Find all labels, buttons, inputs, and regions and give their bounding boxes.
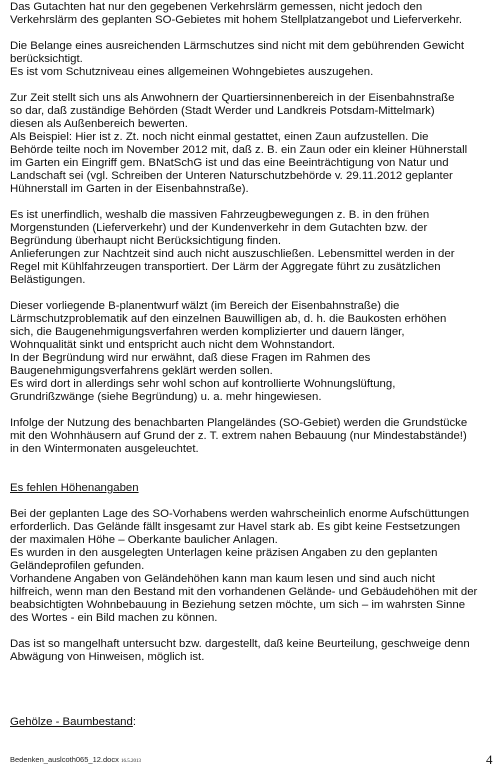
footer-date: 16.5.2013 [120, 759, 141, 764]
section-heading-heights: Es fehlen Höhenangaben [10, 482, 139, 494]
footer-filename-line [10, 755, 141, 766]
section-heading-trees [10, 716, 494, 729]
paragraph-outer-zone: Zur Zeit stellt sich uns als Anwohnern der Quartiersinnenbereich in der Eisenbahnstraße so dar, daß zuständige Behörden (Stadt Werder und Landkreis Potsdam-Mittelmark) diesen als Außenbereich bewerten. Als Beispiel: Hier ist z. Zt. noch nicht einmal gestattet, einen Zaun aufzustellen. Die Behörde teilte noch im November 2012 mit, daß z. B. ein Zaun oder ein kleiner Hühnerstall im Garten ein Eingriff gem. BNatSchG ist und das eine Beeinträchtigung von Natur und Landschaft sei (vgl. Schreiben der Unteren Naturschutzbehörde v. 29.11.2012 geplanter Hühnerstall im Garten in der Eisenbahnstraße). [10, 92, 468, 195]
paragraph-noise-protection: Die Belange eines ausreichenden Lärmschutzes sind nicht mit dem gebührenden Gewicht berücksichtigt. Es ist vom Schutzniveau eines allgemeinen Wohngebietes auszugehen. [10, 40, 464, 78]
paragraph-fill-heights: Bei der geplanten Lage des SO-Vorhabens werden wahrscheinlich enorme Aufschüttungen erforderlich. Das Gelände fällt insgesamt zur Havel stark ab. Es gibt keine Festsetzungen der maximalen Höhe – Oberkante baulicher Anlagen. Es wurden in den ausgelegten Unterlagen keine präzisen Angaben zu den geplanten Geländeprofilen gefunden. Vorhandene Angaben von Geländehöhen kann man kaum lesen und sind auch nicht hilfreich, wenn man den Bestand mit den vorhandenen Gelände- und Gebäudehöhen mit der beabsichtigten Wohnbebauung in Beziehung setzen möchte, um sich – im wahrsten Sinne des Wortes - ein Bild machen zu können. [10, 508, 478, 624]
page-number: 4 [486, 752, 493, 767]
section-heading-trees-label: Gehölze - Baumbestand [10, 716, 133, 728]
document-body [10, 1, 494, 729]
paragraph-vehicle-movements: Es ist unerfindlich, weshalb die massiven Fahrzeugbewegungen z. B. in den frühen Morgenstunden (Lieferverkehr) und der Kundenverkehr in dem Gutachten bzw. der Begründung überhaupt nicht Berücksichtigung finden. Anlieferungen zur Nachtzeit sind auch nicht auszuschließen. Lebensmittel werden in der Regel mit Kühlfahrzeugen transportiert. Der Lärm der Aggregate führt zu zusätzlichen Belästigungen. [10, 209, 455, 286]
footer-filename: Bedenken_auslcoth065_12.docx [10, 755, 119, 764]
paragraph-illumination: Infolge der Nutzung des benachbarten Plangeländes (SO-Gebiet) werden die Grundstücke mit den Wohnhäusern auf Grund der z. T. extrem nahen Bebauung (nur Mindestabstände!) in den Wintermonaten ausgeleuchtet. [10, 417, 468, 455]
paragraph-insufficient-analysis: Das ist so mangelhaft untersucht bzw. dargestellt, daß keine Beurteilung, geschweige denn Abwägung von Hinweisen, möglich ist. [10, 638, 470, 663]
paragraph-b-plan-draft: Dieser vorliegende B-planentwurf wälzt (im Bereich der Eisenbahnstraße) die Lärmschutzproblematik auf den einzelnen Bauwilligen ab, d. h. die Baukosten erhöhen sich, die Baugenehmigungsverfahren werden komplizierter und dauern länger, Wohnqualität sinkt und entspricht auch nicht dem Wohnstandort. In der Begründung wird nur erwähnt, daß diese Fragen im Rahmen des Baugenehmigungsverfahrens geklärt werden sollen. Es wird dort in allerdings sehr wohl schon auf kontrollierte Wohnungslüftung, Grundrißzwänge (siehe Begründung) u. a. mehr hingewiesen. [10, 300, 447, 403]
section-heading-trees-colon: : [132, 716, 137, 728]
paragraph-noise-assessment: Das Gutachten hat nur den gegebenen Verkehrslärm gemessen, nicht jedoch den Verkehrslärm des geplanten SO-Gebietes mit hohem Stellplatzangebot und Lieferverkehr. [10, 1, 463, 26]
